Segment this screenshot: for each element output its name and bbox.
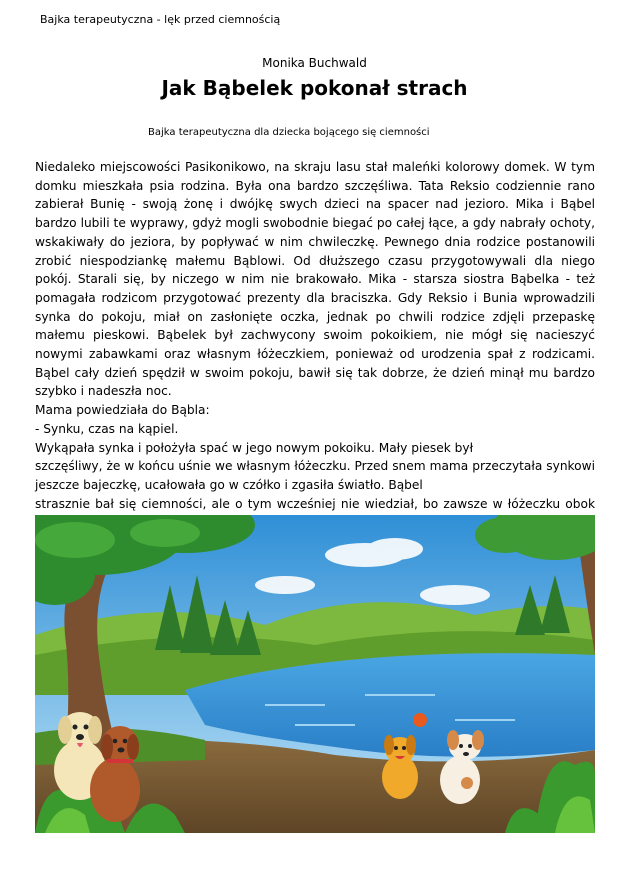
story-subtitle: Bajka terapeutyczna dla dziecka bojącego się ciemności xyxy=(148,127,430,138)
story-paragraph: Niedaleko miejscowości Pasikonikowo, na skraju lasu stał maleńki kolorowy domek. W tym domku mieszkała psia rodzina. Była ona bardzo szczęśliwa. Tata Reksio codziennie rano zabierał Bunię - swoją żonę i dwójkę swych dzieci na spacer nad jezioro. Mika i Bąbel bardzo lubili te wyprawy, gdyż mogli swobodnie biegać po całej łące, a gdy nabrały ochoty, wskakiwały do jeziora, by popływać w nim chwileczkę. Pewnego dnia rodzice postanowili zrobić niespodziankę małemu Bąblowi. Od dłuższego czasu przygotowywali dla niego pokój. Starali się, by niczego w nim nie brakowało. Mika - starsza siostra Bąbelka - też pomagała rodzicom przygotować prezenty dla braciszka. Gdy Reksio i Bunia wprowadzili synka do pokoju, miał on zasłonięte oczka, jednak po chwili rodzice zdjęli przepaskę małemu pieskowi. Bąbelek był zachwycony swoim pokoikiem, nie mógł się nacieszyć nowymi zabawkami oraz własnym łóżeczkiem, ponieważ od urodzenia spał z rodzicami. Bąbel cały dzień spędził w swoim pokoju, bawił się tak dobrze, że dzień minął mu bardzo szybko i nadeszła noc. xyxy=(35,160,595,399)
story-paragraph: Mama powiedziała do Bąbla: xyxy=(35,403,210,418)
story-body xyxy=(35,158,595,551)
orange-dog xyxy=(382,735,418,799)
story-title: Jak Bąbelek pokonał strach xyxy=(161,76,468,100)
story-illustration xyxy=(35,515,595,833)
lake-scene-illustration xyxy=(35,515,595,833)
story-paragraph: - Synku, czas na kąpiel. xyxy=(35,421,179,436)
story-paragraph: strasznie bał się ciemności, ale o tym wcześniej nie wiedział, bo zawsze w łóżeczku obok xyxy=(35,496,595,511)
author: Monika Buchwald xyxy=(262,56,367,70)
story-paragraph: szczęśliwy, że w końcu uśnie we własnym łóżeczku. Przed snem mama przeczytała synkowi jeszcze bajeczkę, ucałowała go w czółko i zgasiła światło. Bąbel xyxy=(35,459,595,492)
page-header: Bajka terapeutyczna - lęk przed ciemnością xyxy=(40,13,281,26)
story-paragraph: Wykąpała synka i położyła spać w jego nowym pokoiku. Mały piesek był xyxy=(35,440,474,455)
ball xyxy=(413,713,427,727)
